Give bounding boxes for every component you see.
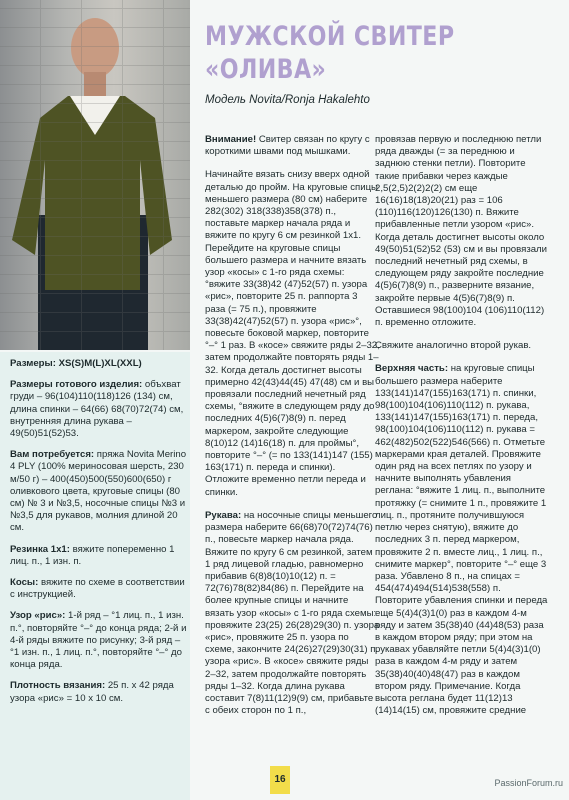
gauge: [10, 680, 188, 704]
rib-stitch: [10, 544, 188, 568]
sizes-line: [10, 358, 188, 370]
instructions-column-1: [205, 134, 380, 728]
sleeves-label: Рукава:: [205, 509, 242, 521]
pattern-label: Узор «рис»:: [10, 610, 66, 622]
density-label: Плотность вязания:: [10, 680, 106, 692]
instructions-column-2: [375, 134, 550, 728]
materials-label: Вам потребуется:: [10, 449, 95, 461]
body-instructions: Начинайте вязать снизу вверх одной деталью до пройм. На круговые спицы меньшего размера (80 см) наберите 282(302) 318(338)358(378) п., поставьте маркер начала ряда и вяжите по кругу 6 см резинкой 1x1. Перейдите на круговые спицы большего размера и начните вязать узор «косы» с 1-го ряда схемы: °вяжите 33(38)42 (47)52(57) п. узора «рис», повторите 25 п. раппорта 3 раза (= 75 п.), провяжите 33(38)42(47)52(57) п. узора «рис»°, повесьте боковой маркер, повторите °–° 1 раз. В «косе» свяжите ряды 2–32, затем продолжайте повторять ряды 1–32. Когда деталь достигнет высоты примерно 42(43)44(45) 47(48) см и вы провязали последний нечетный ряд схемы, °вяжите в следующем ряду до последних 4(5)6(7)8(9) п. перед маркером, закройте следующие 8(10)12 (14)16(18) п. для проймы°, повторите °–° (= по 133(141)147 (155) 163(171) п. переда и спинки). Отложите временно петли переда и спинки.: [205, 169, 380, 498]
attention-value: Свитер связан по кругу с короткими швами под мышками.: [205, 134, 370, 158]
attention-note: [205, 134, 380, 158]
cable-label: Косы:: [10, 577, 39, 589]
sizes-value: XS(S)M(L)XL(XXL): [58, 358, 142, 369]
rib-label: Резинка 1x1:: [10, 543, 70, 555]
page-number: 16: [270, 766, 290, 794]
rib-value: вяжите попеременно 1 лиц. п., 1 изн. п.: [10, 543, 175, 567]
attention-label: Внимание!: [205, 134, 257, 145]
finished-sizes: [10, 379, 188, 440]
model-photo: [0, 0, 190, 350]
yoke-value: на круговые спицы большего размера наберите 133(141)147(155)163(171) п. спинки, 98(100)104(106)110(112) п. рукава, 133(141)147(155)163(171) п. переда, 98(100)104(106)110(112) п. рукава = 462(482)502(522)546(566) п. Отметьте маркерами края деталей. Провяжите один ряд на всех петлях по узору и начните выполнять убавления реглана: °вяжите 1 лиц. п., выполните протяжку (= снимите 1 п., провяжите 1 лиц. п., протяните получившуюся петлю через снятую), вяжите до последних 3 п. перед маркером, провяжите 2 п. вместе лиц., 1 лиц. п., снимите маркер°, повторите °–° еще 3 раза. Убавлено 8 п., на спицах = 454(474)494(514)538(558) п. Повторите убавления спинки и переда еще 5(4)4(3)1(0) раз в каждом 4-м ряду и затем 35(38)40 (44)48(53) раза в каждом втором ряду; при этом на рукавах убавляйте петли 5(4)4(3)1(0) раза в каждом 4-м ряду и затем 35(38)40(40)48(47) раз в каждом втором ряду. Примечание. Когда высота реглана будет 11(12)13 (14)14(15) см, провяжите средние: [375, 363, 548, 717]
finished-value: объхват груди – 96(104)110(118)126 (134) см, длина спинки – 64(66) 68(70)72(74) см, внутренняя длина рукава – 49(50)51(52)53.: [10, 379, 184, 440]
cable-stitch: [10, 577, 188, 601]
yoke-instructions: [375, 363, 550, 717]
sleeves-value: на носочные спицы меньшего размера наберите 66(68)70(72)74(76) п., повесьте маркер начала ряда. Вяжите по кругу 6 см резинкой, затем 1 ряд лицевой гладью, равномерно прибавив 6(8)8(10)10(12) п. = 72(76)78(82)84(86) п. Перейдите на более крупные спицы и начните вязать узор «косы» с 1-го ряда схемы: провяжите 23(25) 26(28)29(30) п. узора «рис», провяжите 25 п. узора по схеме, закончите 24(26)27(29)30(31) п. узора «рис». В «косе» свяжите ряды 2–32, затем продолжайте повторять ряды 1–32. Когда длина рукава составит 7(8)11(12)9(9) см, прибавьте с обеих сторон по 1 п.,: [205, 509, 380, 717]
finished-label: Размеры готового изделия:: [10, 379, 143, 391]
brick-wall-background: [0, 0, 190, 350]
model-credit: Модель Novita/Ronja Hakalehto: [205, 94, 370, 106]
materials-value: пряжа Novita Merino 4 PLY (100% мериносовая шерсть, 230 м/50 г) – 400(450)500(550)600(650) г оливкового цвета, круговые спицы (80 см) № 3 и №3,5, носочные спицы №3 и №3,5 для рукавов, молния длиной 20 см.: [10, 449, 187, 534]
specs-column: [10, 358, 188, 714]
materials: [10, 449, 188, 534]
yoke-label: Верхняя часть:: [375, 363, 449, 375]
watermark: PassionForum.ru: [494, 778, 563, 788]
density-value: 25 п. x 42 ряда узора «рис» = 10 x 10 см.: [10, 680, 174, 704]
sleeves-instructions: [205, 510, 380, 717]
article-title: МУЖСКОЙ СВИТЕР «ОЛИВА»: [205, 21, 455, 85]
rice-pattern: [10, 610, 188, 671]
sizes-label: Размеры:: [10, 358, 56, 369]
sleeve-increases: провязав первую и последнюю петли ряда дважды (= за переднюю и заднюю стенки петли). Повторите такие прибавки через каждые 2,5(2,5)2(2)2(2) см еще 16(16)18(18)20(21) раз = 106 (110)116(120)126(130) п. Вяжите прибавленные петли узором «рис». Когда деталь достигнет высоты около 49(50)51(52)52 (53) см и вы провязали последний нечетный ряд схемы, в следующем ряду закройте последние 4(5)6(7)8(9) п., разверните вязание, закройте первые 4(5)6(7)8(9) п. Оставшиеся 98(100)104 (106)110(112) п. временно отложите.: [375, 134, 548, 329]
cable-value: вяжите по схеме в соответствии с инструкцией.: [10, 577, 185, 601]
second-sleeve-note: Свяжите аналогично второй рукав.: [375, 340, 532, 352]
pattern-value: 1-й ряд – °1 лиц. п., 1 изн. п.°, повторяйте °–° до конца ряда; 2-й и 4-й ряды вяжите по рисунку; 3-й ряд – °1 изн. п., 1 лиц. п.°, повторяйте °–° до конца ряда.: [10, 610, 187, 671]
